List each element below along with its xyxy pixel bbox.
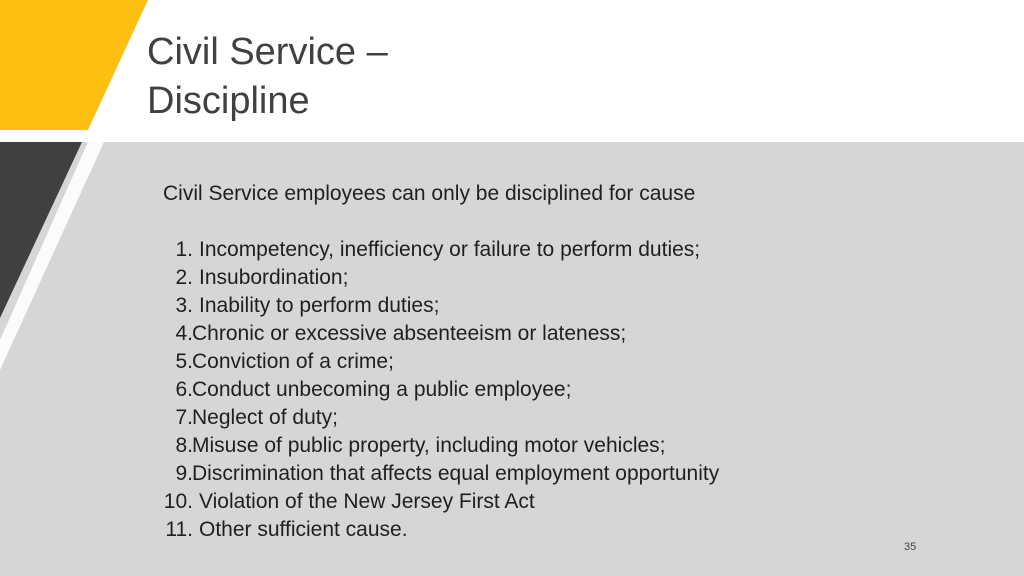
list-item	[163, 488, 923, 516]
list-item-number: 10.	[163, 490, 193, 513]
list-item-number: 9.	[175, 462, 193, 485]
list-item	[163, 376, 923, 404]
list-item	[163, 320, 923, 348]
page-number: 35	[904, 541, 917, 553]
list-item	[163, 348, 923, 376]
list-item-number: 11.	[165, 518, 193, 541]
list-item-number: 4.	[175, 322, 193, 345]
list-item-number: 2.	[175, 266, 193, 289]
list-item-text: Neglect of duty;	[192, 406, 338, 429]
slide-body	[163, 180, 923, 544]
list-item-text: Conduct unbecoming a public employee;	[192, 378, 572, 401]
list-item-number: 6.	[175, 378, 193, 401]
list-item-text: Violation of the New Jersey First Act	[199, 490, 535, 513]
list-item	[163, 236, 923, 264]
list-item-number: 7.	[175, 406, 193, 429]
list-item-text: Discrimination that affects equal employment opportunity	[192, 462, 720, 485]
list-item-text: Misuse of public property, including motor vehicles;	[192, 434, 666, 457]
list-item-text: Conviction of a crime;	[192, 350, 394, 373]
list-item	[163, 432, 923, 460]
list-item	[163, 292, 923, 320]
slide-title: Civil Service – Discipline	[147, 31, 388, 122]
list-item-text: Insubordination;	[199, 266, 349, 289]
list-item-text: Other sufficient cause.	[199, 518, 408, 541]
list-item-number: 3.	[175, 294, 193, 317]
list-item	[163, 516, 923, 544]
yellow-accent-shape	[0, 0, 148, 130]
list-item-text: Chronic or excessive absenteeism or lateness;	[192, 322, 627, 345]
list-item	[163, 264, 923, 292]
intro-text: Civil Service employees can only be disciplined for cause	[163, 182, 696, 205]
list-item-text: Incompetency, inefficiency or failure to perform duties;	[199, 238, 701, 261]
cause-list	[163, 236, 923, 544]
list-item	[163, 460, 923, 488]
dark-accent-shape	[0, 142, 82, 318]
list-item	[163, 404, 923, 432]
list-item-number: 1.	[175, 238, 193, 261]
list-item-number: 5.	[175, 350, 193, 373]
list-item-text: Inability to perform duties;	[199, 294, 440, 317]
list-item-number: 8.	[175, 434, 193, 457]
